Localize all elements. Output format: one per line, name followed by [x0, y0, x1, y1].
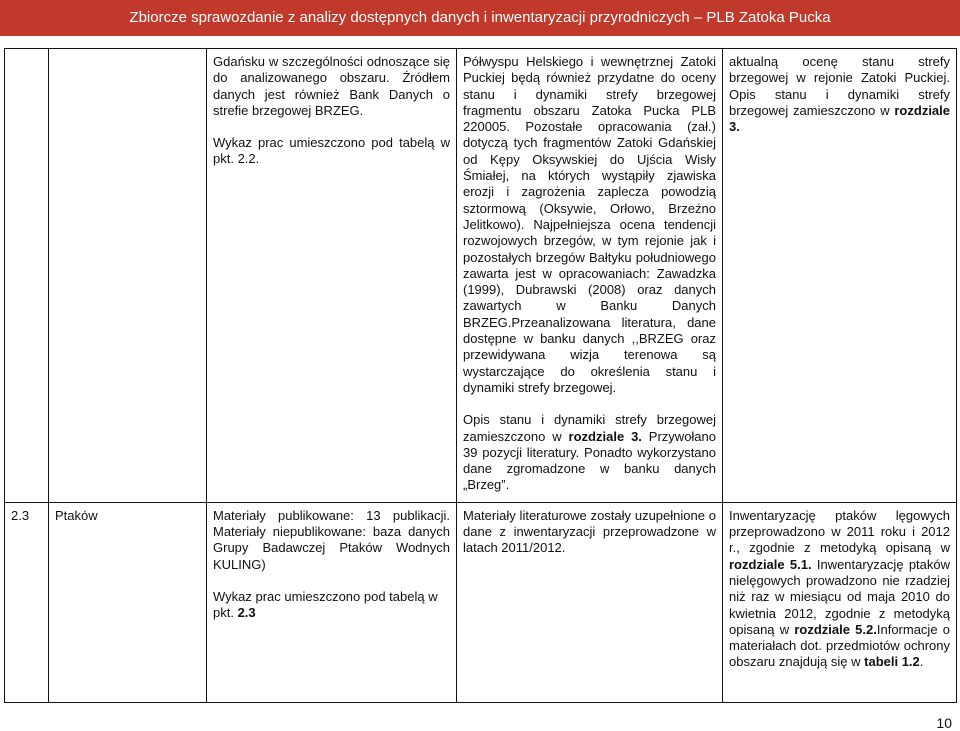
materials-reference: Wykaz prac umieszczono pod tabelą w pkt. 2.2.: [213, 135, 450, 167]
assessment-paragraph: Inwentaryzację ptaków lęgowych przeprowadzono w 2011 roku i 2012 r., zgodnie z metodyką opisaną w rozdziale 5.1. Inwentaryzację ptaków nielęgowych prowadzono nie rzadziej niż raz w miesiącu od maja 2010 do kwietnia 2012, zgodnie z metodyką opisaną w rozdziale 5.2.Informacje o materiałach dot. przedmiotów ochrony obszaru znajdują się w tabeli 1.2.: [729, 507, 951, 670]
page-number: 10: [936, 715, 952, 731]
analysis-paragraph: Półwyspu Helskiego i wewnętrznej Zatoki Puckiej będą również przydatne do oceny stanu i dynamiki strefy brzegowej fragmentu obszaru Zatoka Pucka PLB 220005. Pozostałe opracowania (zał.) dotyczą tych fragmentów Zatoki Gdańskiej od Kępy Oksywskiej do Ujścia Wisły Śmiałej, na których wystąpiły zjawiska erozji i zagrożenia zaplecza powodzią sztormową (Oksywie, Orłowo, Brzeźno Jelitkowo). Najpełniejsza ocena tendencji rozwojowych brzegów, w tym rejonie jak i pozostałych brzegów Bałtyku południowego zawarta jest w opracowaniach: Zawadzka (1999), Dubrawski (2008) oraz danych zawartych w Banku Danych BRZEG.Przeanalizowana literatura, dane dostępne w banku danych ,,BRZEG oraz przewidywana wizja terenowa są wystarczające do określenia stanu i dynamiki strefy brzegowej.: [463, 54, 716, 395]
cell-materials: [207, 502, 457, 702]
cell-group: Ptaków: [49, 502, 207, 702]
materials-table: [4, 48, 957, 703]
analysis-summary: Opis stanu i dynamiki strefy brzegowej zamieszczono w rozdziale 3. Przywołano 39 pozycji literatury. Ponadto wykorzystano dane zgromadzone w banku danych „Brzeg”.: [463, 412, 716, 493]
table-row: [5, 502, 957, 702]
cell-analysis: [457, 502, 723, 702]
cell-group: [49, 49, 207, 503]
cell-materials: [207, 49, 457, 503]
table-row: [5, 49, 957, 503]
header-title: Zbiorcze sprawozdanie z analizy dostępnych danych i inwentaryzacji przyrodniczych – PLB Zatoka Pucka: [129, 9, 831, 26]
analysis-paragraph: Materiały literaturowe zostały uzupełnione o dane z inwentaryzacji przeprowadzone w latach 2011/2012.: [463, 507, 716, 556]
assessment-paragraph: aktualną ocenę stanu strefy brzegowej w rejonie Zatoki Puckiej. Opis stanu i dynamiki strefy brzegowej zamieszczono w rozdziale 3.: [729, 54, 950, 135]
materials-reference: Wykaz prac umieszczono pod tabelą w pkt. 2.3: [213, 588, 438, 621]
cell-assessment: [723, 502, 957, 702]
document-header: [0, 0, 960, 36]
materials-paragraph: Materiały publikowane: 13 publikacji. Materiały niepublikowane: baza danych Grupy Badawczej Ptaków Wodnych KULING): [213, 507, 450, 572]
materials-paragraph: Gdańsku w szczególności odnoszące się do analizowanego obszaru. Źródłem danych jest również Bank Danych o strefie brzegowej BRZEG.: [213, 54, 450, 118]
cell-number: 2.3: [5, 502, 49, 702]
cell-analysis: [457, 49, 723, 503]
cell-number: [5, 49, 49, 503]
cell-assessment: [723, 49, 957, 503]
